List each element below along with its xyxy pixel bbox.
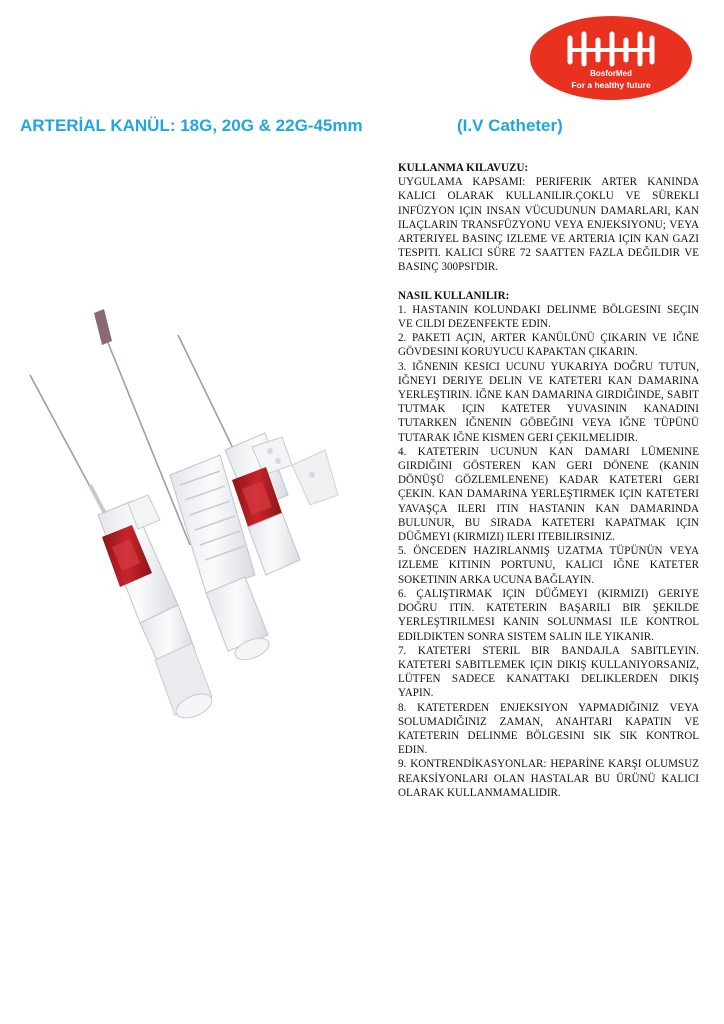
logo-mark-icon (562, 30, 660, 68)
instruction-item-5: 5. ÖNCEDEN HAZIRLANMIŞ UZATMA TÜPÜNÜN VEYA IZLEME KITININ PORTUNU, KALICI IĞNE KATETER SOKETININ ARKA UCUNA BAĞLAYIN. (398, 545, 699, 586)
usage-heading: KULLANMA KILAVUZU: (398, 162, 529, 174)
instruction-item-2: 2. PAKETI AÇIN, ARTER KANÜLÜNÜ ÇIKARIN VE IĞNE GÖVDESINI KORUYUCU KAPAKTAN ÇIKARIN. (398, 332, 699, 359)
page-title: ARTERİAL KANÜL: 18G, 20G & 22G-45mm (20, 116, 363, 135)
instruction-item-6: 6. ÇALIŞTIRMAK IÇIN DÜĞMEYI (KIRMIZI) GERIYE DOĞRU ITIN. KATETERIN BAŞARILI BIR ŞEKILDE YERLEŞTIRILMESI KANIN SOLUNMASI ILE KONTROL EDILDIKTEN SONRA SISTEM SALIN ILE YIKANIR. (398, 587, 699, 643)
bosformed-logo (530, 16, 692, 100)
usage-scope-text: UYGULAMA KAPSAMI: PERIFERIK ARTER KANINDA KALICI OLARAK KULLANILIR.ÇOKLU VE SÜREKLI INFÜZYON IÇIN INSAN VÜCUDUNUN DAMARLARI, KAN ILAÇLARIN TRANSFÜZYONU VEYA ENJEKSIYONU; VEYA ARTERIYEL BASINÇ IZLEME VE ARTERIA IÇIN KAN GAZI TESPITI. KALICI SÜRE 72 SAATTEN FAZLA DEĞILDIR VE BASINÇ 300PSI'DIR. (398, 176, 699, 274)
instructions-column (398, 161, 699, 800)
page-subtitle: (I.V Catheter) (457, 116, 563, 135)
instruction-item-4: 4. KATETERIN UCUNUN KAN DAMARI LÜMENINE GIRDIĞINI GÖSTEREN KAN GERI DÖNENE (KANIN DÖNÜŞÜ GÖZLEMLENENE) KADAR KATETERI GERI ÇEKIN. KAN DAMARINA YERLEŞTIRMEK IÇIN KATETERI YAVAŞÇA ILERI ITIN HASTANIN KAN DAMARINDA BULUNUR, BU SIRADA KATETERI KAPATMAK IÇIN DÜĞMEYI (KIRMIZI) ILERI ITEBILIRSINIZ. (398, 445, 699, 544)
instruction-item-1: 1. HASTANIN KOLUNDAKI DELINME BÖLGESINI SEÇIN VE CILDI DEZENFEKTE EDIN. (398, 303, 699, 331)
instructions-heading: NASIL KULLANILIR: (398, 289, 510, 302)
instruction-item-9: 9. KONTRENDİKASYONLAR: HEPARİNE KARŞI OLUMSUZ REAKSİYONLARI OLAN HASTALAR BU ÜRÜNÜ KALICI OLARAK KULLANMAMALIDIR. (398, 758, 699, 799)
instruction-item-7: 7. KATETERI STERIL BIR BANDAJLA SABITLEYIN. KATETERI SABITLEMEK IÇIN DIKIŞ KULLANIYORSANIZ, LÜTFEN SADECE KANATTAKI DELIKLERDEN DIKIŞ YAPIN. (398, 644, 699, 700)
cannula-left (30, 375, 215, 723)
logo-tagline: For a healthy future (571, 80, 651, 90)
instruction-item-8: 8. KATETERDEN ENJEKSIYON YAPMADIĞINIZ VEYA SOLUMADIĞINIZ ZAMAN, ANAHTARI KAPATIN VE KATETERIN DELINME BÖLGESINI SIK SIK KONTROL EDIN. (398, 701, 699, 757)
instruction-item-3: 3. IĞNENIN KESICI UCUNU YUKARIYA DOĞRU TUTUN, IĞNEYI DERIYE DELIN VE KATETERI KAN DAMARINA YERLEŞTIRIN. IĞNE KAN DAMARINA GIRDIĞINDE, SABIT TUTMAK IÇIN KATETER YUVASININ KANADINI TUTARKEN IĞNENIN GÖBEĞINI VEYA IĞNE TÜPÜNÜ TUTARAK IĞNE KISMEN GERI ÇEKILMELIDIR. (398, 360, 699, 444)
arterial-cannula-image (20, 305, 360, 755)
logo-brand-name: BosforMed (590, 69, 632, 78)
